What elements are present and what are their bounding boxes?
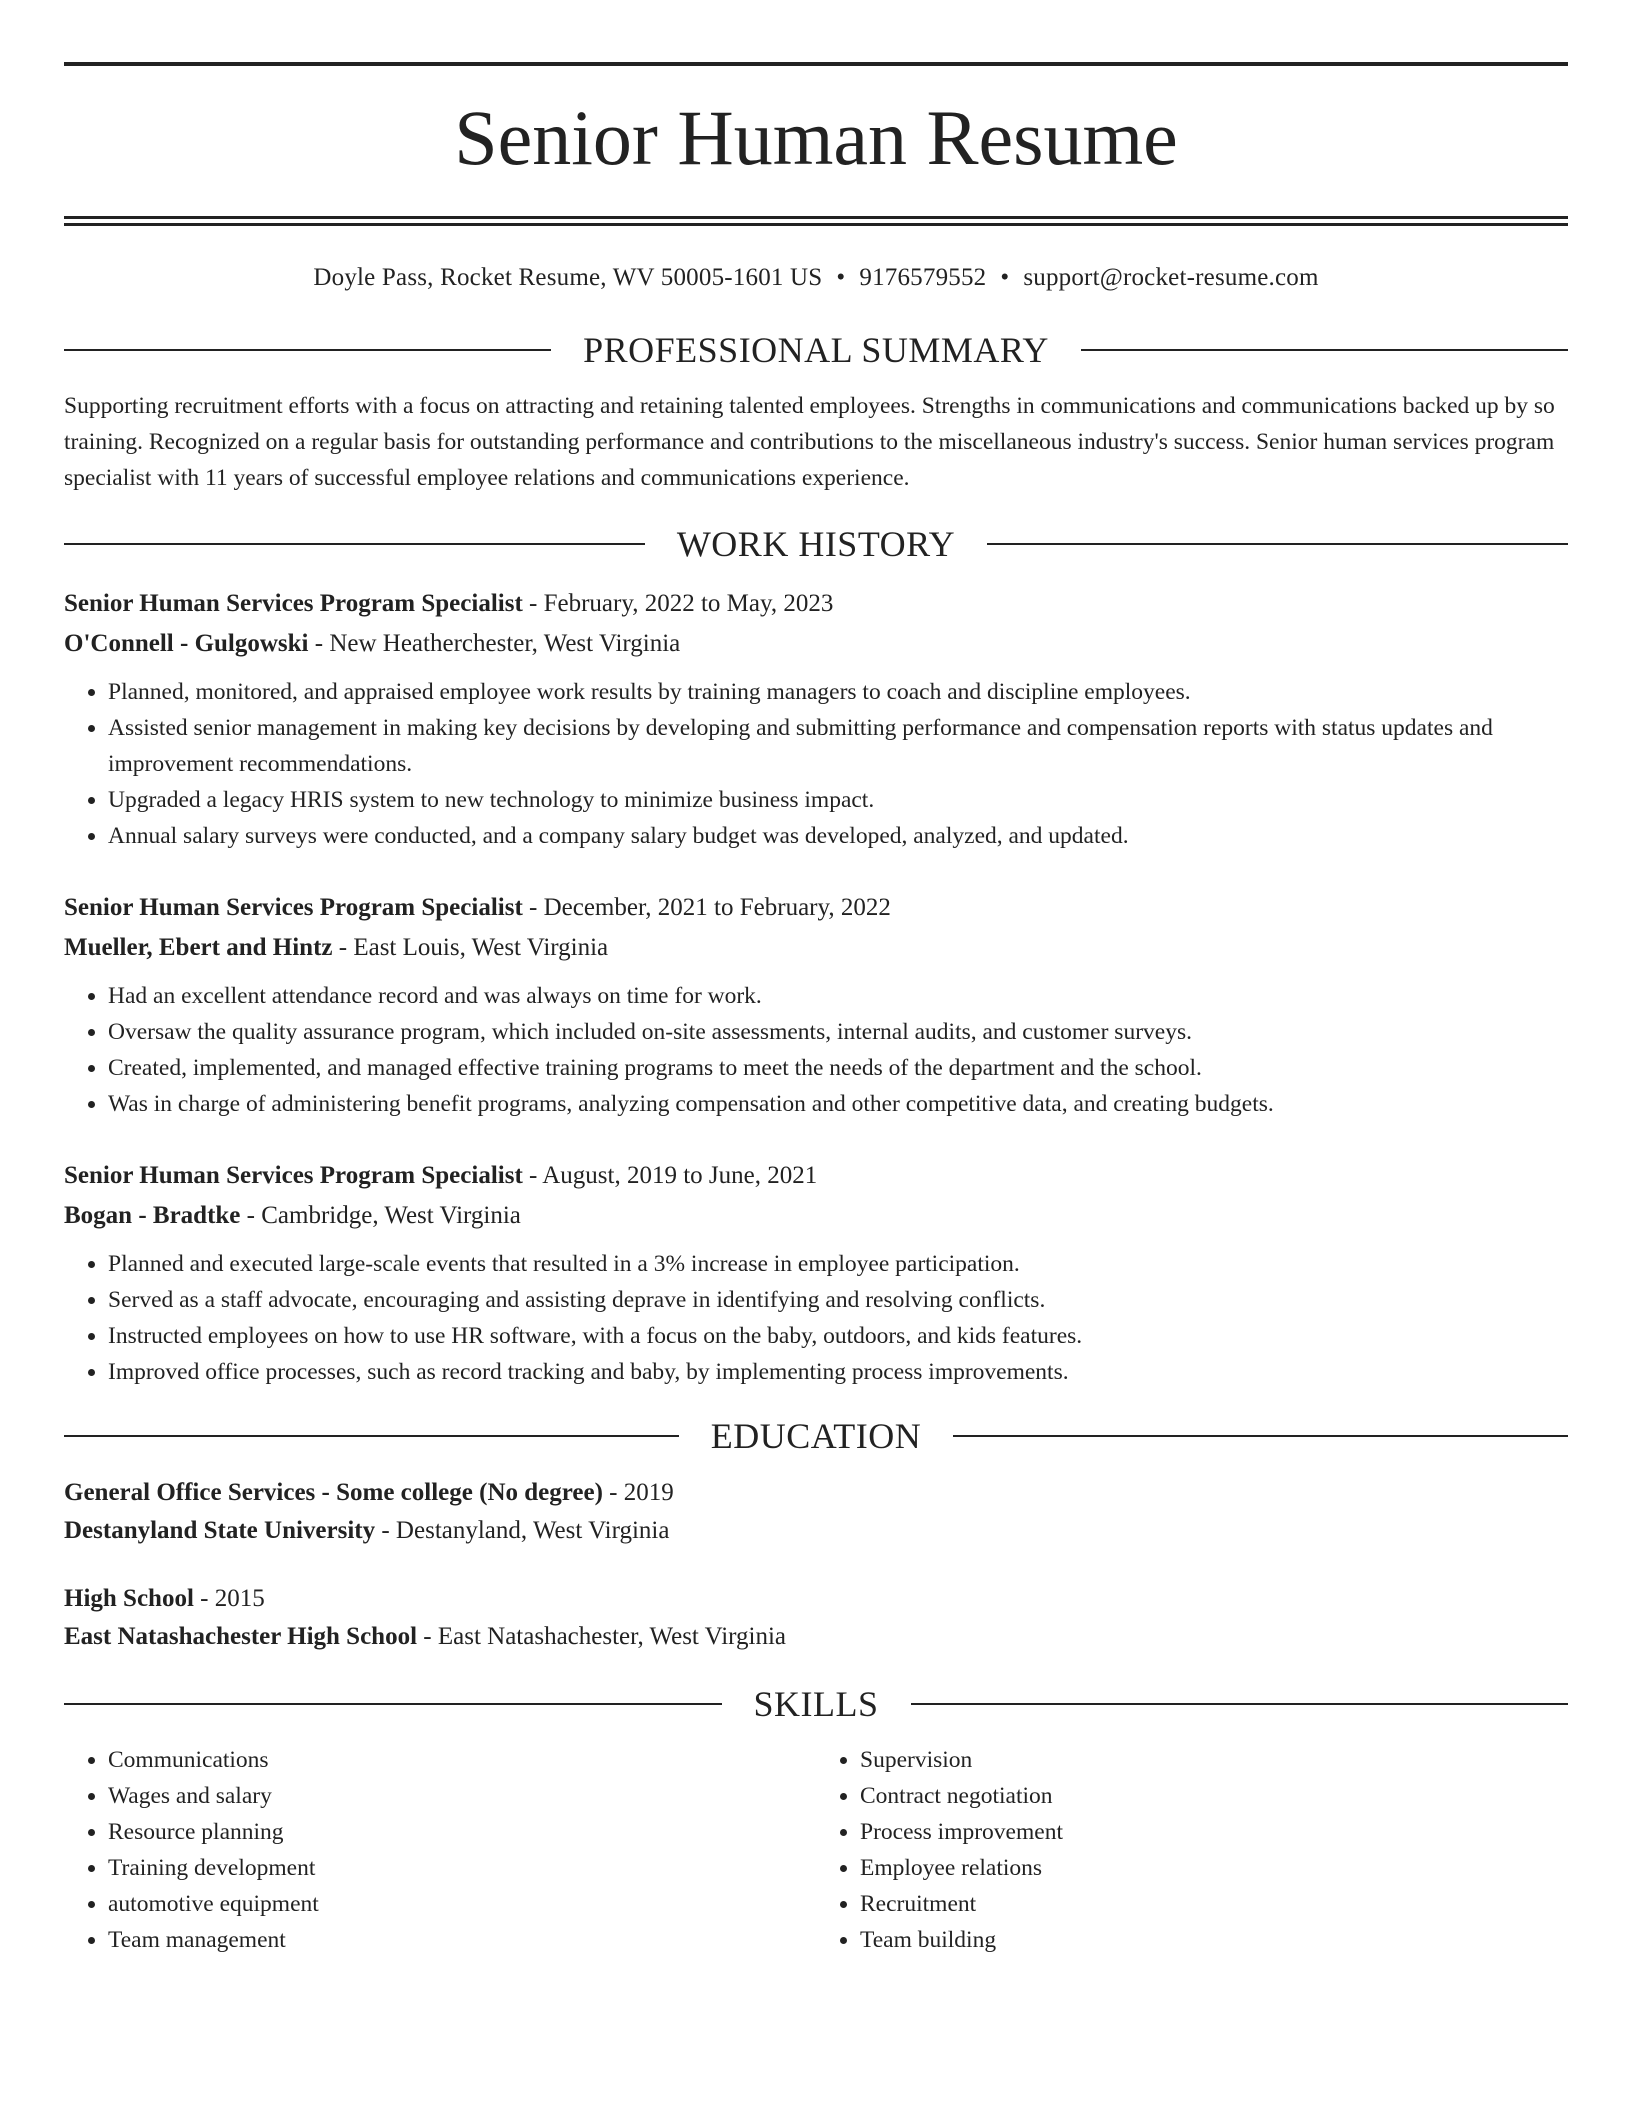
- heading-rule: [953, 1435, 1568, 1437]
- list-item: • Was in charge of administering benefit programs, analyzing compensation and other competitive data, and creating budgets.: [108, 1086, 1568, 1122]
- education-entry: [64, 1474, 1568, 1550]
- job-dates: - February, 2022 to May, 2023: [522, 590, 834, 617]
- list-item: • Upgraded a legacy HRIS system to new technology to minimize business impact.: [108, 782, 1568, 818]
- heading-rule: [64, 349, 551, 351]
- contact-address: Doyle Pass, Rocket Resume, WV 50005-1601 US: [313, 264, 823, 291]
- contact-email: support@rocket-resume.com: [1023, 264, 1319, 291]
- skill-item: • Resource planning: [108, 1814, 816, 1850]
- section-title: WORK HISTORY: [676, 524, 956, 564]
- heading-rule: [987, 543, 1568, 545]
- skill-item: • Supervision: [860, 1742, 1568, 1778]
- skill-item: • Training development: [108, 1850, 816, 1886]
- job-role: Senior Human Services Program Specialist: [64, 894, 523, 921]
- job-entry: [64, 584, 1568, 854]
- contact-separator: •: [836, 264, 846, 291]
- skills-columns: [64, 1742, 1568, 1958]
- edu-year: - 2019: [602, 1479, 674, 1506]
- section-heading-skills: [64, 1684, 1568, 1724]
- job-role: Senior Human Services Program Specialist: [64, 1162, 523, 1189]
- section-title: SKILLS: [753, 1684, 879, 1724]
- job-location: - New Heatherchester, West Virginia: [308, 630, 681, 657]
- heading-rule: [64, 543, 645, 545]
- skill-item: • Communications: [108, 1742, 816, 1778]
- skill-item: • Employee relations: [860, 1850, 1568, 1886]
- list-item: • Had an excellent attendance record and was always on time for work.: [108, 978, 1568, 1014]
- contact-separator: •: [1000, 264, 1010, 291]
- list-item: • Created, implemented, and managed effective training programs to meet the needs of the department and the school.: [108, 1050, 1568, 1086]
- contact-phone: 9176579552: [859, 264, 987, 291]
- section-title: PROFESSIONAL SUMMARY: [583, 330, 1049, 370]
- job-company: Bogan - Bradtke: [64, 1202, 241, 1229]
- section-heading-summary: [64, 330, 1568, 370]
- list-item: • Planned, monitored, and appraised employee work results by training managers to coach and discipline employees.: [108, 674, 1568, 710]
- job-bullets: [64, 1246, 1568, 1390]
- resume-name: Senior Human Resume: [454, 94, 1178, 181]
- skill-item: • Wages and salary: [108, 1778, 816, 1814]
- header-double-rule: [64, 216, 1568, 226]
- heading-rule: [911, 1703, 1569, 1705]
- job-entry: [64, 1156, 1568, 1390]
- list-item: • Assisted senior management in making key decisions by developing and submitting performance and compensation reports with status updates and improvement recommendations.: [108, 710, 1568, 782]
- skill-item: • Team building: [860, 1922, 1568, 1958]
- section-title: EDUCATION: [710, 1416, 922, 1456]
- job-location: - Cambridge, West Virginia: [240, 1202, 521, 1229]
- skill-item: • Process improvement: [860, 1814, 1568, 1850]
- job-bullets: [64, 674, 1568, 854]
- edu-school: East Natashachester High School: [64, 1623, 418, 1650]
- job-dates: - August, 2019 to June, 2021: [522, 1162, 818, 1189]
- edu-year: - 2015: [193, 1585, 265, 1612]
- skill-item: • Contract negotiation: [860, 1778, 1568, 1814]
- contact-line: [64, 262, 1568, 294]
- edu-school: Destanyland State University: [64, 1517, 376, 1544]
- edu-location: - Destanyland, West Virginia: [375, 1517, 670, 1544]
- edu-degree: High School: [64, 1585, 194, 1612]
- skills-left-column: [64, 1742, 816, 1958]
- list-item: • Planned and executed large-scale events that resulted in a 3% increase in employee participation.: [108, 1246, 1568, 1282]
- skill-item: • Team management: [108, 1922, 816, 1958]
- heading-rule: [64, 1703, 722, 1705]
- education-entry: [64, 1580, 1568, 1656]
- summary-text: Supporting recruitment efforts with a focus on attracting and retaining talented employees. Strengths in communications and communications backed up by so training. Recognized on a regular basis for outstanding performance and contributions to the miscellaneous industry's success. Senior human services program specialist with 11 years of successful employee relations and communications experience.: [64, 393, 1555, 491]
- top-rule: [64, 62, 1568, 66]
- job-company: Mueller, Ebert and Hintz: [64, 934, 333, 961]
- edu-degree: General Office Services - Some college (No degree): [64, 1479, 603, 1506]
- list-item: • Oversaw the quality assurance program, which included on-site assessments, internal audits, and customer surveys.: [108, 1014, 1568, 1050]
- section-heading-education: [64, 1416, 1568, 1456]
- job-bullets: [64, 978, 1568, 1122]
- edu-location: - East Natashachester, West Virginia: [417, 1623, 787, 1650]
- job-company: O'Connell - Gulgowski: [64, 630, 309, 657]
- list-item: • Annual salary surveys were conducted, and a company salary budget was developed, analyzed, and updated.: [108, 818, 1568, 854]
- job-role: Senior Human Services Program Specialist: [64, 590, 523, 617]
- job-entry: [64, 888, 1568, 1122]
- skill-item: • Recruitment: [860, 1886, 1568, 1922]
- heading-rule: [1081, 349, 1568, 351]
- skills-right-column: [816, 1742, 1568, 1958]
- job-dates: - December, 2021 to February, 2022: [522, 894, 891, 921]
- skill-item: • automotive equipment: [108, 1886, 816, 1922]
- heading-rule: [64, 1435, 679, 1437]
- job-location: - East Louis, West Virginia: [332, 934, 609, 961]
- section-heading-work: [64, 524, 1568, 564]
- list-item: • Served as a staff advocate, encouraging and assisting deprave in identifying and resolving conflicts.: [108, 1282, 1568, 1318]
- list-item: • Instructed employees on how to use HR software, with a focus on the baby, outdoors, and kids features.: [108, 1318, 1568, 1354]
- list-item: • Improved office processes, such as record tracking and baby, by implementing process improvements.: [108, 1354, 1568, 1390]
